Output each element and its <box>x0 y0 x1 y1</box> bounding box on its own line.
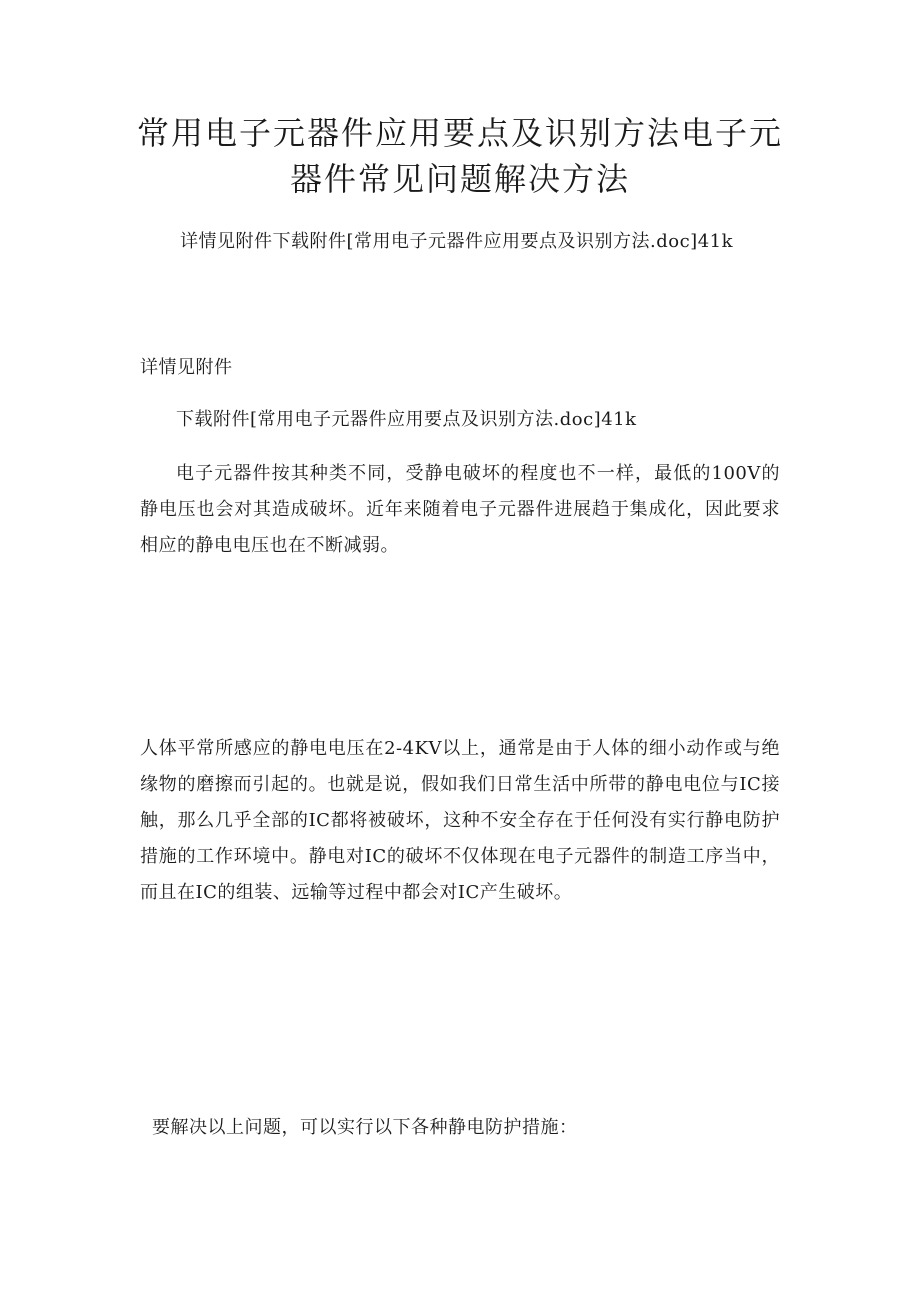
title-line-1: 常用电子元器件应用要点及识别方法电子元 <box>136 114 783 152</box>
download-attachment-link[interactable]: 下载附件[常用电子元器件应用要点及识别方法.doc]41k <box>176 409 637 430</box>
paragraph-solution-intro: 要解决以上问题，可以实行以下各种静电防护措施： <box>152 1117 578 1138</box>
title-line-2: 器件常见问题解决方法 <box>289 160 630 198</box>
document-title <box>130 110 790 202</box>
paragraph-human-static: 人体平常所感应的静电电压在2-4KV以上，通常是由于人体的细小动作或与绝缘物的磨擦而引起的。也就是说，假如我们日常生活中所带的静电电位与IC接触，那么几乎全部的IC都将被破坏，这种不安全存在于任何没有实行静电防护措施的工作环境中。静电对IC的破坏不仅体现在电子元器件的制造工序当中，而且在IC的组装、远输等过程中都会对IC产生破坏。 <box>140 738 780 903</box>
attachment-inline-text: 详情见附件下载附件[常用电子元器件应用要点及识别方法.doc]41k <box>180 231 734 252</box>
detail-label: 详情见附件 <box>140 357 233 378</box>
paragraph-esd-damage: 电子元器件按其种类不同，受静电破坏的程度也不一样，最低的100V的静电压也会对其造成破坏。近年来随着电子元器件进展趋于集成化，因此要求相应的静电电压也在不断减弱。 <box>140 463 780 556</box>
